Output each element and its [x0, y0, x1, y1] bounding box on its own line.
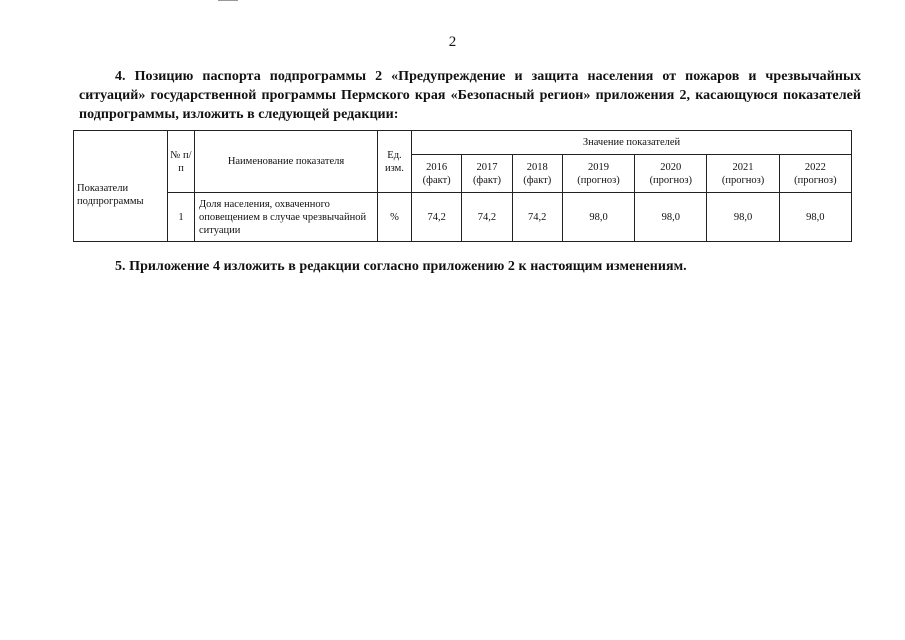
paragraph-4: 4. Позицию паспорта подпрограммы 2 «Предупреждение и защита населения от пожаров и чрезвычайных ситуаций» государственной программы Пермского края «Безопасный регион» приложения 2, касающуюся показателей подпрограммы, изложить в следующей редакции:	[79, 69, 861, 122]
year-header-2018: 2018 (факт)	[512, 155, 562, 193]
row-value-2016: 74,2	[412, 193, 462, 242]
row-unit: %	[378, 193, 412, 242]
row-value-2017: 74,2	[462, 193, 512, 242]
year-header-2022: 2022 (прогноз)	[779, 155, 851, 193]
table-header-row	[74, 131, 852, 155]
year-header-2019: 2019 (прогноз)	[562, 155, 634, 193]
indicators-table	[73, 130, 852, 242]
year-header-2020: 2020 (прогноз)	[635, 155, 707, 193]
row-header-label: Показатели подпрограммы	[77, 183, 144, 207]
scan-artifact	[218, 0, 238, 1]
row-value-2018: 74,2	[512, 193, 562, 242]
row-value-2019: 98,0	[562, 193, 634, 242]
col-num-header: № п/п	[168, 131, 195, 193]
row-value-2020: 98,0	[635, 193, 707, 242]
page-number: 2	[448, 34, 457, 50]
row-header-cell	[74, 131, 168, 242]
table-row	[74, 193, 852, 242]
row-value-2022: 98,0	[779, 193, 851, 242]
row-indicator-name: Доля населения, охваченного оповещением в случае чрезвычайной ситуации	[195, 193, 378, 242]
col-name-header: Наименование показателя	[195, 131, 378, 193]
year-header-2016: 2016 (факт)	[412, 155, 462, 193]
row-value-2021: 98,0	[707, 193, 779, 242]
col-group-header: Значение показателей	[412, 131, 852, 155]
row-num: 1	[168, 193, 195, 242]
year-header-2021: 2021 (прогноз)	[707, 155, 779, 193]
col-unit-header: Ед. изм.	[378, 131, 412, 193]
paragraph-5: 5. Приложение 4 изложить в редакции согласно приложению 2 к настоящим изменениям.	[115, 259, 687, 274]
year-header-2017: 2017 (факт)	[462, 155, 512, 193]
